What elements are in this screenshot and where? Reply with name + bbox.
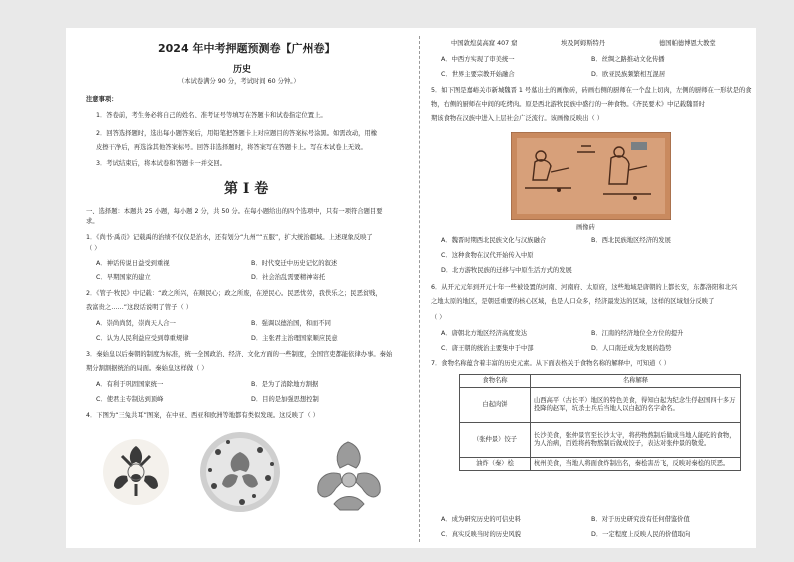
q7-option-d[interactable]: D．一定程度上反映人民的价值取向 bbox=[591, 531, 691, 538]
q4-option-d[interactable]: D．欧亚民族频繁相互混居 bbox=[591, 71, 666, 78]
q1-option-d[interactable]: D．社会治乱需要精神寄托 bbox=[251, 274, 326, 281]
section-heading: 第 I 卷 bbox=[224, 181, 269, 197]
q6-option-b[interactable]: B．江南的经济地位全方位的提升 bbox=[591, 330, 684, 337]
q6-option-a[interactable]: A．唐朝北方地区经济高度发达 bbox=[441, 330, 528, 337]
q4-option-b[interactable]: B．丝绸之路推动文化传播 bbox=[591, 56, 665, 63]
q3-option-a[interactable]: A．有利于巩固国家统一 bbox=[96, 381, 164, 388]
q3-option-d[interactable]: D．目的是加强思想控制 bbox=[251, 396, 319, 403]
note-item: 3．考试结束后，将本试卷和答题卡一并交回。 bbox=[96, 160, 226, 167]
q5-option-c[interactable]: C．这种食物在汉代开始传入中原 bbox=[441, 252, 534, 259]
kitchen-brick-painting-image bbox=[511, 132, 671, 220]
table-cell: 油炸（秦）桧 bbox=[460, 458, 531, 471]
instructions-line: 一、选择题：本题共 25 小题，每小题 2 分，共 50 分。在每小题给出的四个选项中，只有一项符合题目要 bbox=[86, 208, 383, 215]
food-names-table bbox=[459, 374, 741, 471]
q3-stem: 3．秦始皇以后秦朝的制度为标准，统一全国政治、经济、文化方面的一些制度，全国官吏都能依律办事。秦始 bbox=[86, 351, 393, 358]
q1-stem: （ ） bbox=[86, 245, 101, 252]
q4-option-a[interactable]: A．中西方实现了审美统一 bbox=[441, 56, 515, 63]
exam-title: 2024 年中考押题预测卷【广州卷】 bbox=[158, 42, 336, 55]
table-cell: 白起肉饼 bbox=[460, 388, 531, 423]
subject-title: 历史 bbox=[233, 65, 252, 75]
table-cell: （张仲景）饺子 bbox=[460, 423, 531, 458]
image-caption-3: 德国帕德博恩大教堂 bbox=[659, 40, 716, 47]
q6-stem: 6．从开元元年到开元十年一些被设置的河南、河南府、太原府，这些地域是唐朝的上都长安，东都洛阳和北兴 bbox=[431, 284, 738, 291]
q4-stem: 4．下图为“三兔共耳”图案，在中亚、西亚和欧洲等地都有类似发现。这反映了（ ） bbox=[86, 412, 319, 419]
three-hares-dunhuang-image bbox=[102, 436, 170, 508]
column-divider bbox=[419, 36, 420, 542]
q5-stem: 物，右侧的厨师在中间的吃烤肉。原是西北游牧民族中盛行的一种食物。《齐民要术》中记载魏晋时 bbox=[431, 101, 705, 108]
brick-caption: 画像砖 bbox=[576, 224, 595, 231]
q2-stem: 2．《管子·牧民》中记载：“政之所兴，在顺民心；政之所废，在逆民心。民恶忧劳，我佚乐之；民恶贫贱， bbox=[86, 290, 382, 297]
q2-stem: 我富贵之……”这段话说明了管子（ ） bbox=[86, 304, 193, 311]
q6-option-c[interactable]: C．唐王朝的统治主要集中于中部 bbox=[441, 345, 534, 352]
q3-option-c[interactable]: C．使君主专制达到顶峰 bbox=[96, 396, 164, 403]
exam-page bbox=[66, 28, 756, 548]
table-cell: 杭州美食，当地人将面食炸制出名，秦桧害岳飞，反映对秦桧的厌恶。 bbox=[531, 458, 741, 471]
q5-option-b[interactable]: B．西北民族地区经济的发展 bbox=[591, 237, 671, 244]
q6-option-d[interactable]: D．人口南迁成为发展的趋势 bbox=[591, 345, 672, 352]
q5-stem: 5．如下图是嘉峪关市新城魏晋 1 号墓出土的画像砖，砖画右侧的厨师在一个盘上切肉，左侧的厨师在一形状是的食 bbox=[431, 87, 752, 94]
table-cell: 长沙美食，张仲景官至长沙太守，将药物熬制后做成当地人能吃的食物，为人治病，百姓将药物熬制后做成饺子，表达对张仲景的敬爱。 bbox=[531, 423, 741, 458]
q7-stem: 7．食物名称蕴含着丰富的历史元素。从下面表格关于食物名称的解释中，可知道（ ） bbox=[431, 360, 670, 367]
image-caption-2: 埃及阿姆斯特丹 bbox=[561, 40, 606, 47]
notes-label: 注意事项： bbox=[86, 96, 118, 103]
q5-stem: 期该食物在汉族中进入上层社会广泛流行。该画像反映出（ ） bbox=[431, 115, 604, 122]
q7-option-a[interactable]: A．成为研究历史的可信史料 bbox=[441, 516, 521, 523]
image-caption-1: 中国敦煌莫高窟 407 窟 bbox=[451, 40, 518, 47]
q2-option-a[interactable]: A．崇尚尚贤，崇尚天人合一 bbox=[96, 320, 176, 327]
table-cell: 山西高平（古长平）地区的特色美食，得知白起为纪念生俘赵国四十多万投降的赵军，坑杀士兵后当地人以白起的名字命名。 bbox=[531, 388, 741, 423]
q2-option-b[interactable]: B．强调以德治国，和而不同 bbox=[251, 320, 331, 327]
q3-option-b[interactable]: B．是为了消除地方割据 bbox=[251, 381, 319, 388]
table-header-cell: 食物名称 bbox=[460, 375, 531, 388]
q6-stem: 之地太原的地区，是朝廷重要的核心区域，也是人口众多，经济最发达的区域，这样的区域划分反映了 bbox=[431, 298, 715, 305]
note-item: 皮擦干净后，再选涂其他答案标号。回答非选择题时，将答案写在答题卡上。写在本试卷上无效。 bbox=[96, 144, 367, 151]
table-row bbox=[460, 458, 741, 471]
instructions-line: 求。 bbox=[86, 218, 99, 225]
three-hares-paderborn-image bbox=[308, 434, 390, 514]
q1-option-a[interactable]: A．神话传说日益受到重视 bbox=[96, 260, 170, 267]
q1-stem: 1．《尚书·禹贡》记载禹的治绩不仅仅是治水，还有划分“九州”“五服”，扩大统治疆域。上述现象反映了 bbox=[86, 234, 373, 241]
q6-stem: （ ） bbox=[431, 314, 446, 321]
q2-option-d[interactable]: D．主张君主治理国家顺应民意 bbox=[251, 335, 338, 342]
table-row bbox=[460, 423, 741, 458]
note-item: 1．答卷前，考生务必将自己的姓名、准考证号等填写在答题卡和试卷指定位置上。 bbox=[96, 112, 327, 119]
scoring-note: （本试卷满分 90 分，考试时间 60 分钟。） bbox=[178, 78, 300, 85]
three-hares-egypt-image bbox=[198, 430, 282, 514]
q1-option-b[interactable]: B．时代变迁中历史记忆的叙述 bbox=[251, 260, 338, 267]
q7-option-c[interactable]: C．真实反映当时的历史风貌 bbox=[441, 531, 521, 538]
q2-option-c[interactable]: C．认为人民利益应受到尊重规律 bbox=[96, 335, 189, 342]
q3-stem: 期分割割据统治的局面。秦始皇这样做（ ） bbox=[86, 365, 208, 372]
table-header-cell: 名称解释 bbox=[531, 375, 741, 388]
table-header-row bbox=[460, 375, 741, 388]
q5-option-d[interactable]: D．北方游牧民族的迁移与中原生活方式的发展 bbox=[441, 267, 572, 274]
table-row bbox=[460, 388, 741, 423]
q4-option-c[interactable]: C．世界主要宗教开始融合 bbox=[441, 71, 515, 78]
q5-option-a[interactable]: A．魏晋时期西北民族文化与汉族融合 bbox=[441, 237, 547, 244]
note-item: 2．回答选择题时，选出每小题答案后，用铅笔把答题卡上对应题目的答案标号涂黑。如需改动，用橡 bbox=[96, 130, 378, 137]
q7-option-b[interactable]: B．对于历史研究没有任何借鉴价值 bbox=[591, 516, 690, 523]
q1-option-c[interactable]: C．早期国家的建立 bbox=[96, 274, 151, 281]
